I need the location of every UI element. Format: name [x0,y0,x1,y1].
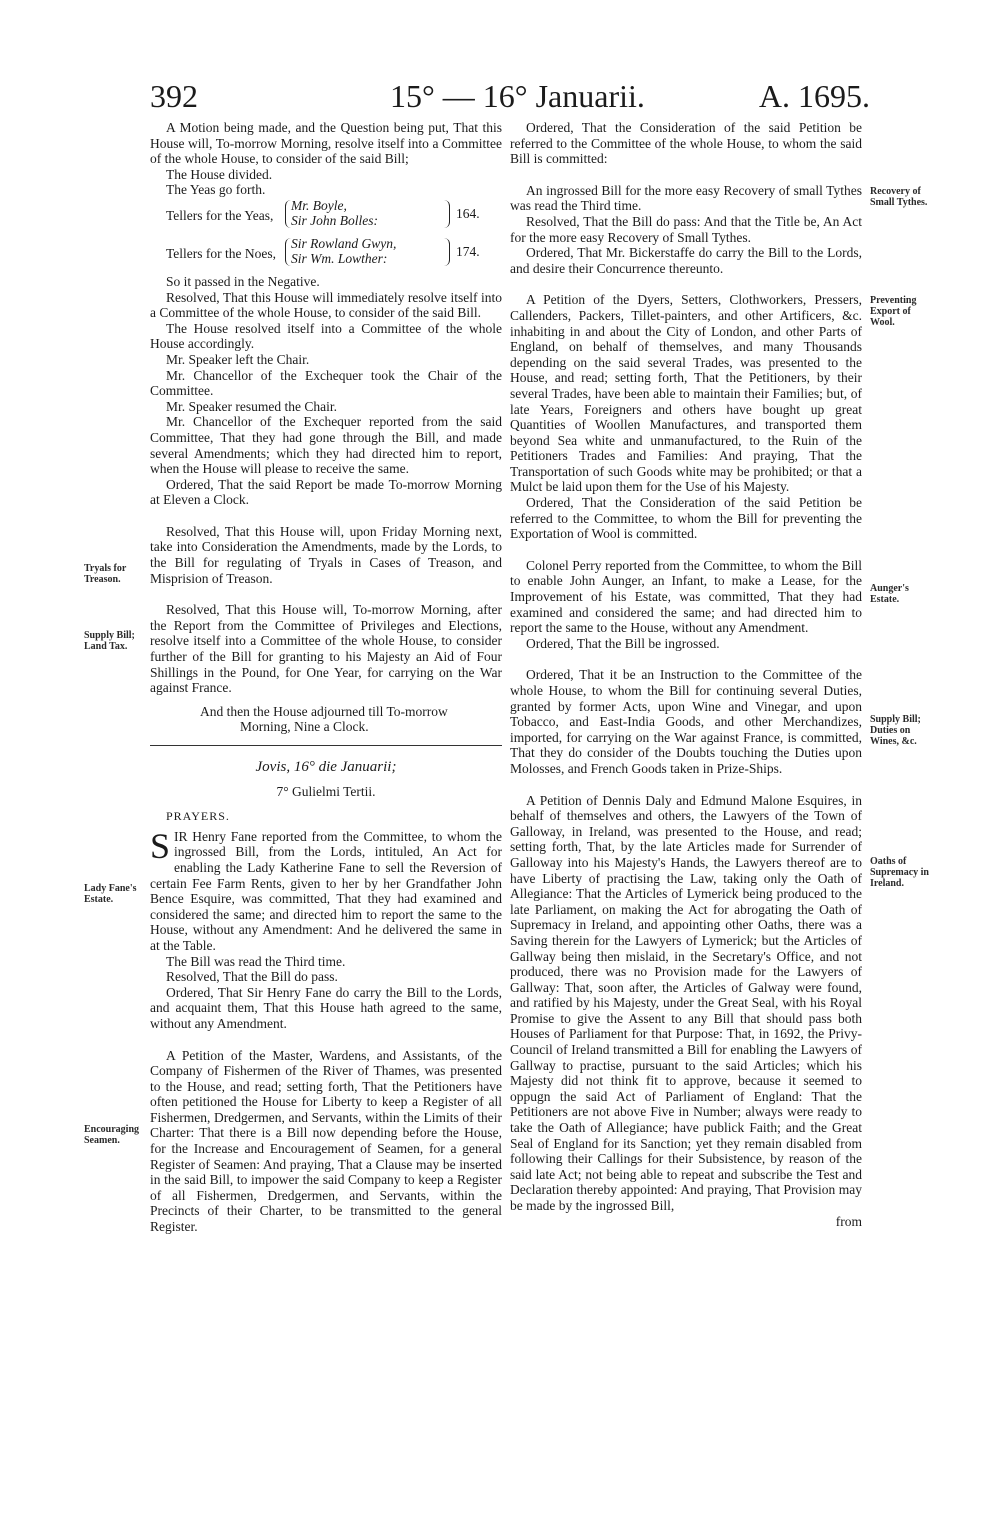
margin-note-wool: Preventing Export of Wool. [870,295,917,328]
adjournment [200,704,502,735]
oaths-petition: A Petition of Dennis Daly and Edmund Malone Esquires, in behalf of themselves and others, the Lawyers of the Town of Galloway, in Ireland, was presented to the House, and read; setting forth, That, by the late Articles made for Surrender of Galloway into his Majesty's Hands, the Lawyers thereof are to have Liberty of practising the Law, taking only the Oath of Allegiance: That the Articles of Lymerick being produced to the late Parliament, on making the Act for abrogating the Oath of Supremacy in Ireland, and appointing other Oaths, there was a Saving therein for the Lawyers of Lymerick; but the Articles of Gallway being then mislaid, in the Secretary's Office, and not produced, there was no Provision made for the Lawyers of Gallway: That, soon after, the Articles of Galway were found, and ratified by his Majesty, under the Great Seal, with his Royal Promise to give the Assent to any Bill that should pass both Houses of Parliament for that Purpose: That, in 1692, the Privy-Council of Ireland transmitted a Bill for enabling the Lawyers of Gallway to practise, pursuant to the said Articles; which his Majesty did not think fit to approve, because it seemed to oppugn the said Act of Parliament of England: That the Petitioners are not above Five in Number; always were ready to take the Oath of Allegiance; have publick Faith; and the Great Seal of England for its Sanction; yet they remain disabled from following their Callings for their Subsistence, by reason of the said late Act; not being able to repeat and subscribe the Test and Declaration thereby appointed: And praying, That Provision may be made by the ingrossed Bill, [510,792,862,1213]
speaker-left: Mr. Speaker left the Chair. [166,351,310,367]
teller-noes-2: Sir Wm. Lowther: [291,250,388,266]
tellers-yeas [166,198,502,236]
margin-note-oaths: Oaths of Supremacy in Ireland. [870,856,929,889]
margin-note-tryals: Tryals for Treason. [84,563,127,585]
resolved-committee: Resolved, That this House will immediately resolve itself into a Committee of the whole House, to consider of the said Bill. [150,289,502,321]
wool-ordered: Ordered, That the Consideration of the said Petition be referred to the Committee, to whom the Bill for preventing the Exportation of Wool is committed. [510,495,862,542]
tellers-noes-label: Tellers for the Noes, [166,245,277,261]
aunger-report: Colonel Perry reported from the Committee, to whom the Bill to enable John Aunger, an Infant, to make a Lease, for the Improvement of his Estate, was committed, That they had examined and considered the same; and had directed him to report the same to the House, without any Amendment. [510,557,862,636]
fane-report [150,825,502,954]
house-resolved: The House resolved itself into a Committee of the whole House accordingly. [150,320,502,352]
right-column [510,120,862,1229]
tythes-resolved: Resolved, That the Bill do pass: And that the Title be, An Act for the more easy Recovery of Small Tythes. [510,213,862,245]
left-column [150,120,502,1235]
margin-note-duties: Supply Bill; Duties on Wines, &c. [870,714,921,747]
motion-paragraph: A Motion being made, and the Question being put, That this House will, To-morrow Morning, resolve itself into a Committee of the whole House, to consider of the said Bill; [150,120,502,167]
page-number: 392 [150,78,198,114]
tellers-yeas-names [291,198,378,228]
header-dates: 15° — 16° Januarii. [390,78,645,114]
margin-note-fane: Lady Fane's Estate. [84,883,137,905]
prayers: PRAYERS. [166,809,230,824]
tythes-bill: An ingrossed Bill for the more easy Recovery of small Tythes was read the Third time. [510,182,862,214]
fane-resolved: Resolved, That the Bill do pass. [166,969,338,985]
drop-cap: S [150,825,171,866]
margin-note-supply: Supply Bill; Land Tax. [84,630,135,652]
margin-note-seamen: Encouraging Seamen. [84,1124,140,1146]
house-divided: The House divided. [166,166,273,182]
yeas-go-forth: The Yeas go forth. [166,182,266,198]
adjourn-line-1: And then the House adjourned till To-morrow [200,703,448,719]
chancellor-chair: Mr. Chancellor of the Exchequer took the Chair of the Committee. [150,367,502,399]
speaker-resumed: Mr. Speaker resumed the Chair. [166,398,337,414]
teller-yeas-2: Sir John Bolles: [291,212,378,228]
fane-report-text: IR Henry Fane reported from the Committee, to whom the ingrossed Bill, from the Lords, intituled, An Act for enabling the Lady Katherine Fane to sell the Reversion of certain Fee Farm Rents, given to her by her Grandfather John Bence Esquire, was committed, That they had examined and considered the same; and directed him to report the same to the House, without any Amendment: And he delivered the same in at the Table. [150,828,502,953]
aunger-ordered: Ordered, That the Bill be ingrossed. [526,635,720,651]
fane-ordered: Ordered, That Sir Henry Fane do carry the Bill to the Lords, and acquaint them, That this House hath agreed to the same, without any Amendment. [150,984,502,1031]
fane-third-time: The Bill was read the Third time. [166,953,346,969]
page-header [150,78,870,118]
reign-line: 7° Gulielmi Tertii. [276,783,376,799]
margin-note-tythes: Recovery of Small Tythes. [870,186,928,208]
teller-noes-1: Sir Rowland Gwyn, [291,235,397,251]
day-title: Jovis, 16° die Januarii; [255,759,397,775]
passed-negative: So it passed in the Negative. [166,273,320,289]
duties-instruction: Ordered, That it be an Instruction to the Committee of the whole House, to whom the Bill for continuing several Duties, granted by former Acts, upon Wine and Vinegar, and upon Tobacco, and East-India Goods, and other Merchandizes, imported, for carrying on the War against France, is committed, That they do consider of the Doubts touching the Duties upon Molosses, and French Goods taken in Prize-Ships. [510,667,862,776]
seamen-petition: A Petition of the Master, Wardens, and Assistants, of the Company of Fishermen of the River of Thames, was presented to the House, and read; setting forth, That the Petitioners have often petitioned the House for Liberty to keep a Register of all Fishermen, Dredgermen, and Servants, within the Limits of their Charter: That there is a Bill now depending before the House, for the Increase and Encouragement of Seamen, for a general Register of Seamen: And praying, That a Clause may be inserted in the said Bill, to impower the said Company to keep a Register of all Fishermen, Dredgermen, and Servants, within the Precincts of their Charter, to be transmitted to the general Register. [150,1047,502,1235]
section-divider [150,745,502,746]
header-year: A. 1695. [758,78,870,114]
tellers-noes-count: 174. [456,243,480,259]
tellers-noes-names [291,236,396,266]
tellers-noes [166,236,502,274]
adjourn-line-2: Morning, Nine a Clock. [240,719,369,735]
catchword: from [835,1213,862,1229]
tryals-resolution: Resolved, That this House will, upon Friday Morning next, take into Consideration the Amendments, made by the Lords, to the Bill for regulating of Tryals in Cases of Treason, and Misprision of Treason. [150,523,502,586]
tellers-yeas-count: 164. [456,205,480,221]
tellers-yeas-label: Tellers for the Yeas, [166,207,274,223]
tythes-ordered: Ordered, That Mr. Bickerstaffe do carry the Bill to the Lords, and desire their Concurrence thereunto. [510,245,862,276]
teller-yeas-1: Mr. Boyle, [291,197,347,213]
chancellor-reported: Mr. Chancellor of the Exchequer reported from the said Committee, That they had gone through the Bill, and made several Amendments; which they had directed him to report, when the House will please to receive the same. [150,414,502,477]
ordered-consideration: Ordered, That the Consideration of the said Petition be referred to the Committee of the whole House, to whom the said Bill is committed: [510,120,862,167]
margin-note-aunger: Aunger's Estate. [870,583,909,605]
supply-resolution: Resolved, That this House will, To-morrow Morning, after the Report from the Committee of Privileges and Elections, resolve itself into a Committee of the whole House, to consider further of the Bill for granting to his Majesty an Aid of Four Shillings in the Pound, for One Year, for carrying on the War against France. [150,602,502,696]
ordered-report: Ordered, That the said Report be made To-morrow Morning at Eleven a Clock. [150,476,502,508]
wool-petition: A Petition of the Dyers, Setters, Clothworkers, Pressers, Callenders, Packers, Tillet-painters, and other Artificers, &c. inhabiting in and about the City of London, and other Parts of England, on behalf of themselves, and many Thousands depending on the said several Trades, was presented to the House, and read; setting forth, That the Petitioners, by their several Trades, have been able to maintain their Families; but, of late Years, Foreigners and others have bought up great Quantities of Woollen Manufactures, and transported them beyond Sea white and unmanufactured, to the Ruin of the Petitioners Trades and Families: And praying, That the Transportation of such Goods white may be prohibited; or that a Mulct be laid upon them for the Use of his Majesty. [510,292,862,495]
